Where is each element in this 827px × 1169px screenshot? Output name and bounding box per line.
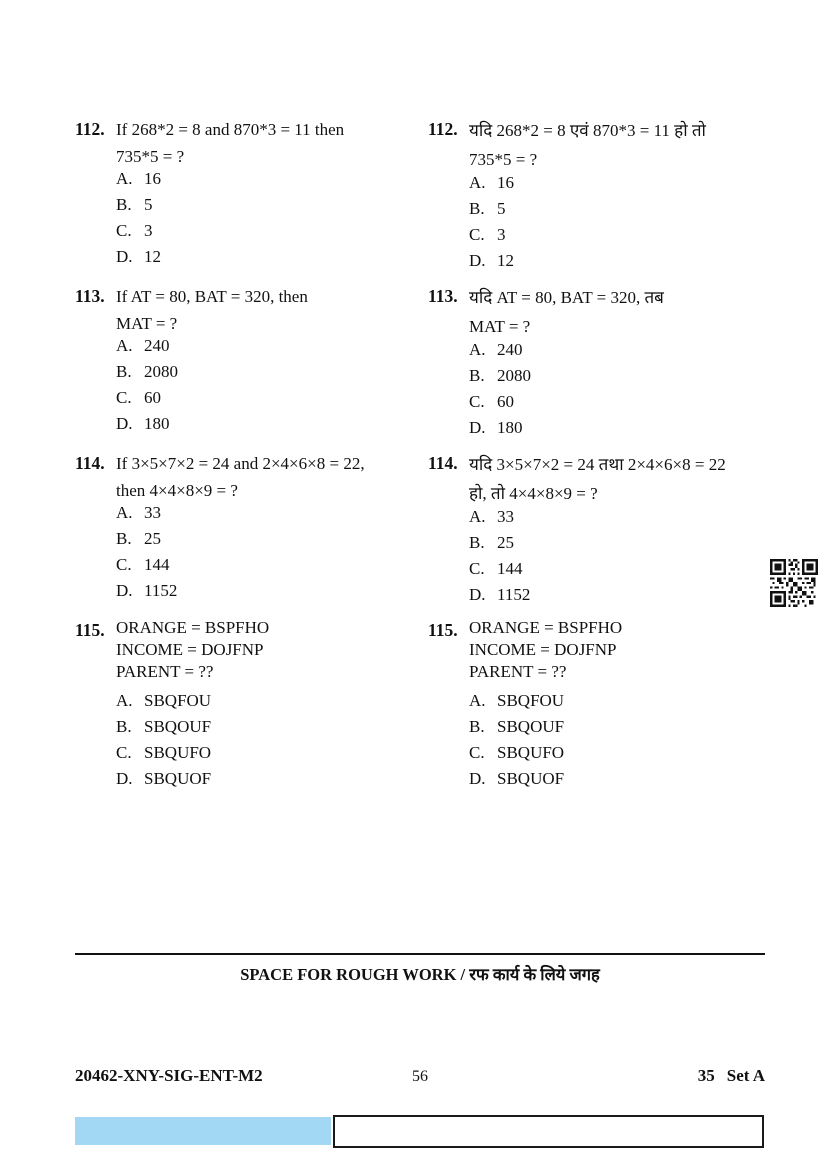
options-list bbox=[469, 170, 767, 274]
option-label: A. bbox=[469, 507, 486, 526]
question-text bbox=[116, 283, 428, 337]
option-a bbox=[469, 337, 767, 363]
option-d bbox=[116, 578, 428, 604]
option-b bbox=[469, 714, 767, 740]
options-list bbox=[116, 500, 428, 604]
question-line: हो, तो 4×4×8×9 = ? bbox=[469, 484, 598, 503]
option-value: 3 bbox=[144, 221, 153, 240]
option-value: 33 bbox=[497, 507, 514, 526]
question-text bbox=[116, 617, 428, 683]
question-line: INCOME = DOJFNP bbox=[116, 640, 264, 659]
question-number: 115. bbox=[75, 620, 105, 640]
question-line: 735*5 = ? bbox=[116, 147, 185, 166]
question-114-hindi bbox=[428, 450, 767, 608]
option-b bbox=[469, 363, 767, 389]
question-number: 113. bbox=[428, 286, 458, 306]
question-line: ORANGE = BSPFHO bbox=[469, 618, 623, 637]
option-label: A. bbox=[469, 691, 486, 710]
option-value: 16 bbox=[144, 169, 161, 188]
question-115-english bbox=[75, 617, 428, 792]
question-text bbox=[469, 617, 767, 683]
page-number: 56 bbox=[412, 1068, 428, 1085]
question-line: यदि AT = 80, BAT = 320, तब bbox=[469, 288, 664, 307]
question-line: If 3×5×7×2 = 24 and 2×4×6×8 = 22, bbox=[116, 454, 365, 473]
option-value: 144 bbox=[497, 559, 523, 578]
option-label: A. bbox=[116, 336, 133, 355]
option-label: C. bbox=[116, 555, 132, 574]
option-c bbox=[116, 218, 428, 244]
option-a bbox=[116, 688, 428, 714]
option-b bbox=[116, 192, 428, 218]
option-c bbox=[116, 552, 428, 578]
option-label: C. bbox=[116, 221, 132, 240]
rough-work-heading: SPACE FOR ROUGH WORK / रफ कार्य के लिये जगह bbox=[240, 965, 600, 984]
question-text bbox=[469, 116, 767, 174]
option-c bbox=[469, 222, 767, 248]
option-label: B. bbox=[116, 362, 132, 381]
option-value: SBQFOU bbox=[144, 691, 212, 710]
option-label: D. bbox=[469, 251, 486, 270]
question-line: ORANGE = BSPFHO bbox=[116, 618, 270, 637]
option-a bbox=[469, 504, 767, 530]
question-112-english bbox=[75, 116, 428, 274]
option-c bbox=[469, 556, 767, 582]
question-line: PARENT = ?? bbox=[116, 662, 214, 681]
option-label: C. bbox=[469, 743, 485, 762]
question-line: 735*5 = ? bbox=[469, 150, 538, 169]
option-c bbox=[469, 740, 767, 766]
option-value: 60 bbox=[497, 392, 514, 411]
option-b bbox=[469, 530, 767, 556]
option-value: 240 bbox=[144, 336, 170, 355]
option-value: SBQUFO bbox=[497, 743, 565, 762]
question-115-hindi bbox=[428, 617, 767, 792]
question-line: INCOME = DOJFNP bbox=[469, 640, 617, 659]
rough-work-section bbox=[75, 953, 765, 985]
option-value: SBQFOU bbox=[497, 691, 565, 710]
option-value: 1152 bbox=[144, 581, 178, 600]
option-value: 2080 bbox=[144, 362, 178, 381]
option-value: SBQOUF bbox=[497, 717, 565, 736]
option-a bbox=[469, 688, 767, 714]
option-b bbox=[116, 359, 428, 385]
option-value: 240 bbox=[497, 340, 523, 359]
option-label: D. bbox=[469, 585, 486, 604]
option-value: 12 bbox=[497, 251, 514, 270]
option-value: 5 bbox=[497, 199, 506, 218]
option-label: A. bbox=[469, 340, 486, 359]
option-label: C. bbox=[469, 559, 485, 578]
question-line: If AT = 80, BAT = 320, then bbox=[116, 287, 308, 306]
option-value: 5 bbox=[144, 195, 153, 214]
option-value: SBQUOF bbox=[497, 769, 565, 788]
option-d bbox=[469, 415, 767, 441]
option-label: B. bbox=[469, 533, 485, 552]
options-list bbox=[469, 337, 767, 441]
option-label: B. bbox=[469, 366, 485, 385]
question-113-english bbox=[75, 283, 428, 441]
question-line: If 268*2 = 8 and 870*3 = 11 then bbox=[116, 120, 345, 139]
option-b bbox=[116, 714, 428, 740]
footer-blank-box bbox=[333, 1115, 764, 1148]
question-number: 114. bbox=[75, 453, 105, 473]
option-a bbox=[469, 170, 767, 196]
option-label: B. bbox=[116, 195, 132, 214]
question-number: 112. bbox=[75, 119, 105, 139]
option-value: 180 bbox=[497, 418, 523, 437]
questions-area bbox=[75, 116, 767, 801]
option-d bbox=[469, 248, 767, 274]
question-line: PARENT = ?? bbox=[469, 662, 567, 681]
booklet-code: 20462-XNY-SIG-ENT-M2 bbox=[75, 1066, 263, 1085]
option-value: 1152 bbox=[497, 585, 531, 604]
option-label: A. bbox=[116, 169, 133, 188]
option-label: B. bbox=[469, 717, 485, 736]
option-d bbox=[116, 411, 428, 437]
option-c bbox=[469, 389, 767, 415]
option-label: D. bbox=[116, 581, 133, 600]
page-footer bbox=[75, 1066, 765, 1086]
question-row-115 bbox=[75, 617, 767, 792]
option-value: 16 bbox=[497, 173, 514, 192]
option-value: 144 bbox=[144, 555, 170, 574]
option-value: 12 bbox=[144, 247, 161, 266]
question-114-english bbox=[75, 450, 428, 608]
option-value: 3 bbox=[497, 225, 506, 244]
option-value: 33 bbox=[144, 503, 161, 522]
options-list bbox=[116, 688, 428, 792]
option-label: B. bbox=[469, 199, 485, 218]
question-row-114 bbox=[75, 450, 767, 608]
option-label: D. bbox=[116, 769, 133, 788]
option-value: SBQUOF bbox=[144, 769, 212, 788]
option-d bbox=[469, 582, 767, 608]
question-number: 113. bbox=[75, 286, 105, 306]
set-label: Set A bbox=[726, 1066, 765, 1085]
question-line: MAT = ? bbox=[469, 317, 531, 336]
option-d bbox=[469, 766, 767, 792]
option-value: 25 bbox=[144, 529, 161, 548]
footer-accent-bar bbox=[75, 1117, 331, 1145]
option-value: 60 bbox=[144, 388, 161, 407]
option-value: SBQOUF bbox=[144, 717, 212, 736]
qr-code bbox=[770, 558, 818, 608]
option-c bbox=[116, 385, 428, 411]
question-text bbox=[116, 116, 428, 170]
options-list bbox=[469, 504, 767, 608]
option-value: 2080 bbox=[497, 366, 531, 385]
option-value: 180 bbox=[144, 414, 170, 433]
option-d bbox=[116, 244, 428, 270]
option-label: C. bbox=[469, 225, 485, 244]
option-value: 25 bbox=[497, 533, 514, 552]
option-label: A. bbox=[116, 691, 133, 710]
option-label: B. bbox=[116, 717, 132, 736]
question-number: 115. bbox=[428, 620, 458, 640]
option-a bbox=[116, 333, 428, 359]
option-label: D. bbox=[469, 769, 486, 788]
question-number: 112. bbox=[428, 119, 458, 139]
option-label: C. bbox=[116, 388, 132, 407]
option-b bbox=[469, 196, 767, 222]
question-text bbox=[469, 283, 767, 341]
options-list bbox=[116, 333, 428, 437]
option-label: D. bbox=[116, 414, 133, 433]
option-label: A. bbox=[116, 503, 133, 522]
options-list bbox=[116, 166, 428, 270]
question-row-112 bbox=[75, 116, 767, 274]
question-text bbox=[116, 450, 428, 504]
paper-number: 35 bbox=[697, 1066, 715, 1085]
options-list bbox=[469, 688, 767, 792]
question-113-hindi bbox=[428, 283, 767, 441]
option-c bbox=[116, 740, 428, 766]
question-line: यदि 268*2 = 8 एवं 870*3 = 11 हो तो bbox=[469, 121, 706, 140]
question-number: 114. bbox=[428, 453, 458, 473]
option-label: A. bbox=[469, 173, 486, 192]
question-row-113 bbox=[75, 283, 767, 441]
option-d bbox=[116, 766, 428, 792]
question-112-hindi bbox=[428, 116, 767, 274]
option-value: SBQUFO bbox=[144, 743, 212, 762]
option-label: D. bbox=[116, 247, 133, 266]
option-label: B. bbox=[116, 529, 132, 548]
question-text bbox=[469, 450, 767, 508]
question-line: MAT = ? bbox=[116, 314, 178, 333]
option-b bbox=[116, 526, 428, 552]
question-line: यदि 3×5×7×2 = 24 तथा 2×4×6×8 = 22 bbox=[469, 455, 726, 474]
set-info bbox=[428, 1066, 765, 1086]
question-line: then 4×4×8×9 = ? bbox=[116, 481, 238, 500]
option-label: C. bbox=[469, 392, 485, 411]
option-label: D. bbox=[469, 418, 486, 437]
option-label: C. bbox=[116, 743, 132, 762]
